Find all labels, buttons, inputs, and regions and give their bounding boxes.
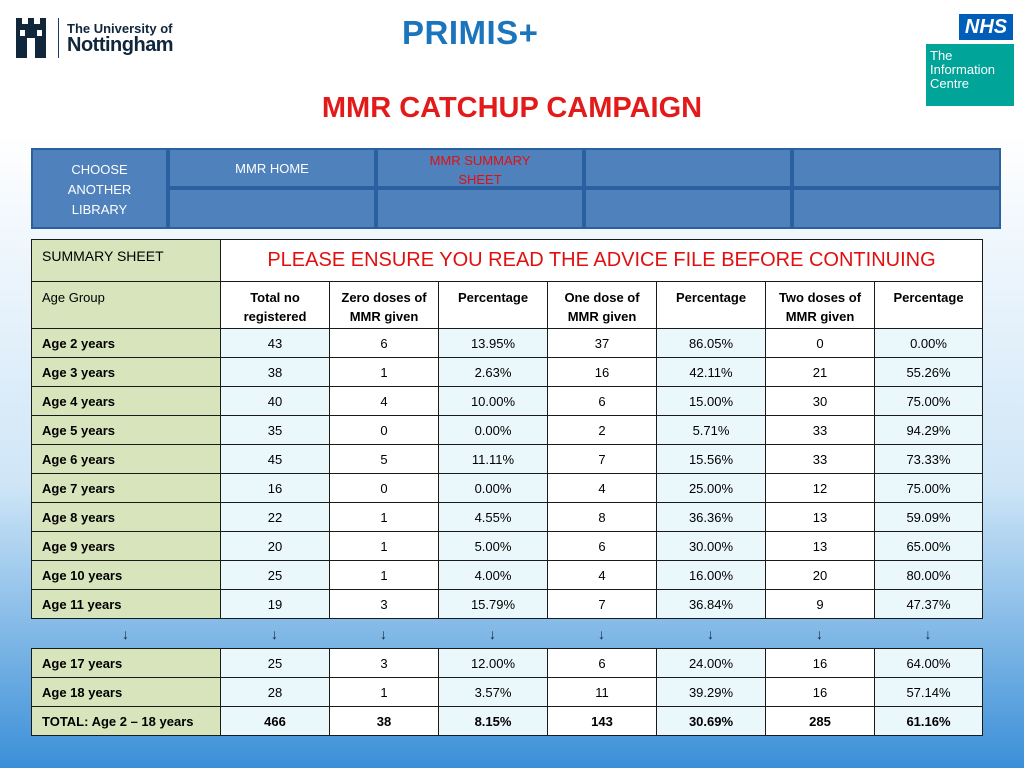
value-cell: 4.00%: [439, 561, 548, 590]
value-cell: 466: [221, 707, 330, 736]
value-cell: 45: [221, 445, 330, 474]
value-cell: 3: [330, 649, 439, 678]
column-header-row: [32, 282, 983, 329]
value-cell: 33: [766, 416, 875, 445]
down-arrow-icon: ↓: [271, 626, 278, 642]
value-cell: 0: [330, 416, 439, 445]
ic-line3: Centre: [930, 76, 970, 91]
university-line2: Nottingham: [67, 33, 174, 56]
table-row: [32, 649, 983, 678]
nav-blank-button-2[interactable]: [792, 148, 1001, 188]
value-cell: 24.00%: [657, 649, 766, 678]
col-header: Total no registered: [221, 282, 330, 329]
value-cell: 11: [548, 678, 657, 707]
value-cell: 1: [330, 503, 439, 532]
value-cell: 15.00%: [657, 387, 766, 416]
nav-blank-button-4[interactable]: [376, 188, 584, 229]
value-cell: 35: [221, 416, 330, 445]
value-cell: 13: [766, 532, 875, 561]
age-group-cell: Age 6 years: [32, 445, 221, 474]
value-cell: 2.63%: [439, 358, 548, 387]
value-cell: 64.00%: [875, 649, 983, 678]
value-cell: 16: [221, 474, 330, 503]
col-header: Percentage: [439, 282, 548, 329]
table-row: [32, 561, 983, 590]
table-body: [32, 329, 983, 619]
nhs-logo: NHS: [959, 14, 1013, 40]
value-cell: 4: [330, 387, 439, 416]
col-header: Two doses of MMR given: [766, 282, 875, 329]
table-row: [32, 503, 983, 532]
value-cell: 3.57%: [439, 678, 548, 707]
value-cell: 7: [548, 445, 657, 474]
table-row: [32, 445, 983, 474]
advice-notice: PLEASE ENSURE YOU READ THE ADVICE FILE BEFORE CONTINUING: [221, 240, 983, 282]
castle-crest-icon: [14, 16, 48, 60]
table-row: [32, 474, 983, 503]
table-title-row: [32, 240, 983, 282]
value-cell: 8.15%: [439, 707, 548, 736]
value-cell: 1: [330, 532, 439, 561]
value-cell: 30.69%: [657, 707, 766, 736]
summary-sheet-label: SUMMARY SHEET: [32, 240, 221, 282]
table-row: [32, 416, 983, 445]
value-cell: 39.29%: [657, 678, 766, 707]
value-cell: 36.36%: [657, 503, 766, 532]
value-cell: 3: [330, 590, 439, 619]
value-cell: 42.11%: [657, 358, 766, 387]
value-cell: 0.00%: [439, 416, 548, 445]
down-arrow-icon: ↓: [380, 626, 387, 642]
age-group-cell: Age 8 years: [32, 503, 221, 532]
university-name: [67, 22, 173, 55]
age-group-cell: Age 18 years: [32, 678, 221, 707]
value-cell: 0.00%: [439, 474, 548, 503]
value-cell: 38: [330, 707, 439, 736]
page-title: MMR CATCHUP CAMPAIGN: [321, 92, 703, 124]
navigation-grid: [31, 148, 1001, 229]
nav-blank-button-3[interactable]: [168, 188, 376, 229]
value-cell: 25.00%: [657, 474, 766, 503]
university-line1: The University of: [67, 20, 173, 36]
value-cell: 28: [221, 678, 330, 707]
value-cell: 33: [766, 445, 875, 474]
value-cell: 47.37%: [875, 590, 983, 619]
value-cell: 22: [221, 503, 330, 532]
value-cell: 57.14%: [875, 678, 983, 707]
down-arrow-icon: ↓: [924, 626, 932, 642]
mmr-summary-button[interactable]: [376, 148, 584, 188]
table-row: [32, 387, 983, 416]
value-cell: 4.55%: [439, 503, 548, 532]
nav-blank-button-5[interactable]: [584, 188, 792, 229]
value-cell: 20: [766, 561, 875, 590]
col-header: Percentage: [875, 282, 983, 329]
primis-logo: PRIMIS+: [402, 14, 539, 51]
value-cell: 37: [548, 329, 657, 358]
value-cell: 4: [548, 474, 657, 503]
col-header: One dose of MMR given: [548, 282, 657, 329]
age-group-cell: Age 3 years: [32, 358, 221, 387]
value-cell: 36.84%: [657, 590, 766, 619]
value-cell: 75.00%: [875, 387, 983, 416]
table-body: [32, 649, 983, 736]
value-cell: 65.00%: [875, 532, 983, 561]
mmr-summary-label: MMR SUMMARY SHEET: [429, 153, 531, 187]
down-arrow-icon: ↓: [707, 626, 714, 642]
value-cell: 5.71%: [657, 416, 766, 445]
value-cell: 16.00%: [657, 561, 766, 590]
value-cell: 38: [221, 358, 330, 387]
value-cell: 43: [221, 329, 330, 358]
age-group-cell: Age 7 years: [32, 474, 221, 503]
value-cell: 6: [548, 532, 657, 561]
summary-table: [31, 239, 983, 619]
mmr-home-label: MMR HOME: [235, 161, 309, 176]
ic-line1: The: [930, 48, 953, 63]
value-cell: 13.95%: [439, 329, 548, 358]
logo-divider: [58, 18, 59, 58]
value-cell: 13: [766, 503, 875, 532]
age-group-cell: Age 9 years: [32, 532, 221, 561]
age-group-cell: Age 11 years: [32, 590, 221, 619]
value-cell: 16: [766, 649, 875, 678]
value-cell: 40: [221, 387, 330, 416]
age-group-cell: TOTAL: Age 2 – 18 years: [32, 707, 221, 736]
down-arrow-icon: ↓: [122, 626, 129, 642]
value-cell: 8: [548, 503, 657, 532]
col-header: Zero doses of MMR given: [330, 282, 439, 329]
value-cell: 21: [766, 358, 875, 387]
value-cell: 94.29%: [875, 416, 983, 445]
age-group-cell: Age 2 years: [32, 329, 221, 358]
value-cell: 61.16%: [875, 707, 983, 736]
value-cell: 9: [766, 590, 875, 619]
value-cell: 73.33%: [875, 445, 983, 474]
value-cell: 86.05%: [657, 329, 766, 358]
col-header: Age Group: [32, 282, 221, 329]
age-group-cell: Age 10 years: [32, 561, 221, 590]
continuation-arrows: [31, 620, 982, 648]
value-cell: 15.79%: [439, 590, 548, 619]
value-cell: 75.00%: [875, 474, 983, 503]
value-cell: 285: [766, 707, 875, 736]
value-cell: 1: [330, 678, 439, 707]
value-cell: 6: [548, 649, 657, 678]
value-cell: 25: [221, 649, 330, 678]
value-cell: 0: [766, 329, 875, 358]
mmr-home-button[interactable]: [168, 148, 376, 188]
table-row: [32, 532, 983, 561]
value-cell: 16: [766, 678, 875, 707]
nav-blank-button-1[interactable]: [584, 148, 792, 188]
value-cell: 15.56%: [657, 445, 766, 474]
down-arrow-icon: ↓: [816, 626, 823, 642]
value-cell: 5: [330, 445, 439, 474]
value-cell: 0.00%: [875, 329, 983, 358]
value-cell: 4: [548, 561, 657, 590]
age-group-cell: Age 17 years: [32, 649, 221, 678]
age-group-cell: Age 4 years: [32, 387, 221, 416]
value-cell: 20: [221, 532, 330, 561]
value-cell: 10.00%: [439, 387, 548, 416]
value-cell: 12.00%: [439, 649, 548, 678]
value-cell: 1: [330, 358, 439, 387]
value-cell: 143: [548, 707, 657, 736]
down-arrow-icon: ↓: [489, 626, 496, 642]
value-cell: 1: [330, 561, 439, 590]
summary-table-continued: [31, 648, 983, 736]
university-logo: [14, 14, 173, 62]
value-cell: 7: [548, 590, 657, 619]
choose-library-button[interactable]: [31, 148, 168, 229]
nav-blank-button-6[interactable]: [792, 188, 1001, 229]
value-cell: 30.00%: [657, 532, 766, 561]
col-header: Percentage: [657, 282, 766, 329]
table-row: [32, 707, 983, 736]
value-cell: 16: [548, 358, 657, 387]
value-cell: 5.00%: [439, 532, 548, 561]
value-cell: 80.00%: [875, 561, 983, 590]
value-cell: 30: [766, 387, 875, 416]
value-cell: 2: [548, 416, 657, 445]
value-cell: 55.26%: [875, 358, 983, 387]
table-row: [32, 358, 983, 387]
value-cell: 59.09%: [875, 503, 983, 532]
ic-line2: Information: [930, 62, 996, 77]
value-cell: 12: [766, 474, 875, 503]
value-cell: 6: [330, 329, 439, 358]
ic-subtitle: for health and social care: [926, 98, 1005, 105]
down-arrow-icon: ↓: [598, 626, 605, 642]
age-group-cell: Age 5 years: [32, 416, 221, 445]
value-cell: 6: [548, 387, 657, 416]
value-cell: 11.11%: [439, 445, 548, 474]
choose-library-label: CHOOSE ANOTHER LIBRARY: [67, 162, 132, 217]
table-row: [32, 590, 983, 619]
table-row: [32, 329, 983, 358]
value-cell: 19: [221, 590, 330, 619]
value-cell: 0: [330, 474, 439, 503]
value-cell: 25: [221, 561, 330, 590]
table-row: [32, 678, 983, 707]
